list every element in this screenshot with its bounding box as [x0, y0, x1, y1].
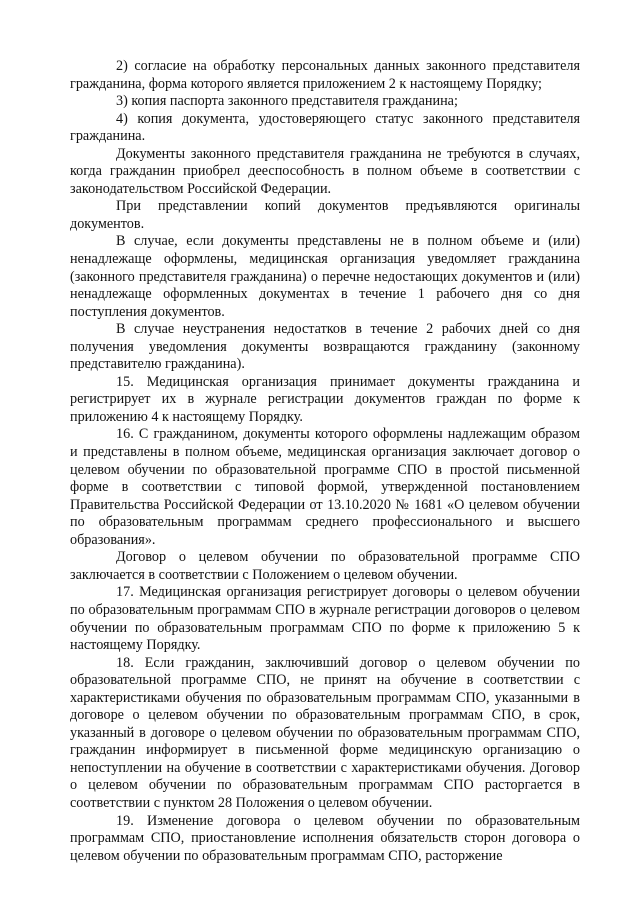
paragraph-item-2-consent: 2) согласие на обработку персональных данных законного представителя гражданина, форма которого является приложением 2 к настоящему Порядку; [70, 58, 580, 92]
paragraph-contract-conclusion: Договор о целевом обучении по образовательной программе СПО заключается в соответствии с Положением о целевом обучении. [70, 549, 580, 583]
paragraph-18-not-admitted: 18. Если гражданин, заключивший договор о целевом обучении по образовательной программе СПО, не принят на обучение в соответствии с характеристиками обучения по образовательным программам СПО, указанными в договоре о целевом обучении по образовательным программам СПО, в срок, указанный в договоре о целевом обучении по образовательным программам СПО, гражданин информирует в письменной форме медицинскую организацию о непоступлении на обучение в соответствии с характеристиками обучения. Договор о целевом обучении по образовательным программам СПО расторгается в соответствии с пунктом 28 Положения о целевом обучении. [70, 654, 580, 811]
paragraph-incomplete-documents: В случае, если документы представлены не в полном объеме и (или) ненадлежаще оформлены, медицинская организация уведомляет гражданина (законного представителя гражданина) о перечне недостающих документов и (или) ненадлежаще оформленных документах в течение 1 рабочего дня со дня поступления документов. [70, 233, 580, 320]
document-body [70, 58, 580, 865]
paragraph-15-registration: 15. Медицинская организация принимает документы гражданина и регистрирует их в журнале регистрации документов граждан по форме к приложению 4 к настоящему Порядку. [70, 373, 580, 425]
paragraph-item-3-passport-copy: 3) копия паспорта законного представителя гражданина; [116, 93, 458, 110]
paragraph-16-contract: 16. С гражданином, документы которого оформлены надлежащим образом и представлены в полном объеме, медицинская организация заключает договор о целевом обучении по образовательной программе СПО в простой письменной форме в соответствии с типовой формой, утвержденной постановлением Правительства Российской Федерации от 13.10.2020 № 1681 «О целевом обучении по образовательным программам среднего профессионального и высшего образования». [70, 426, 580, 548]
paragraph-documents-not-required: Документы законного представителя гражданина не требуются в случаях, когда гражданин приобрел дееспособность в полном объеме в соответствии с законодательством Российской Федерации. [70, 145, 580, 197]
paragraph-return-documents: В случае неустранения недостатков в течение 2 рабочих дней со дня получения уведомления документы возвращаются гражданину (законному представителю гражданина). [70, 321, 580, 373]
paragraph-originals: При представлении копий документов предъявляются оригиналы документов. [70, 198, 580, 232]
paragraph-item-4-status-document: 4) копия документа, удостоверяющего статус законного представителя гражданина. [70, 110, 580, 145]
paragraph-17-contract-registration: 17. Медицинская организация регистрирует договоры о целевом обучении по образовательным программам СПО в журнале регистрации договоров о целевом обучении по образовательным программам СПО по форме к приложению 5 к настоящему Порядку. [70, 584, 580, 654]
paragraph-19-contract-change: 19. Изменение договора о целевом обучении по образовательным программам СПО, приостановление исполнения обязательств сторон договора о целевом обучении по образовательным программам СПО, расторжение [70, 812, 580, 864]
